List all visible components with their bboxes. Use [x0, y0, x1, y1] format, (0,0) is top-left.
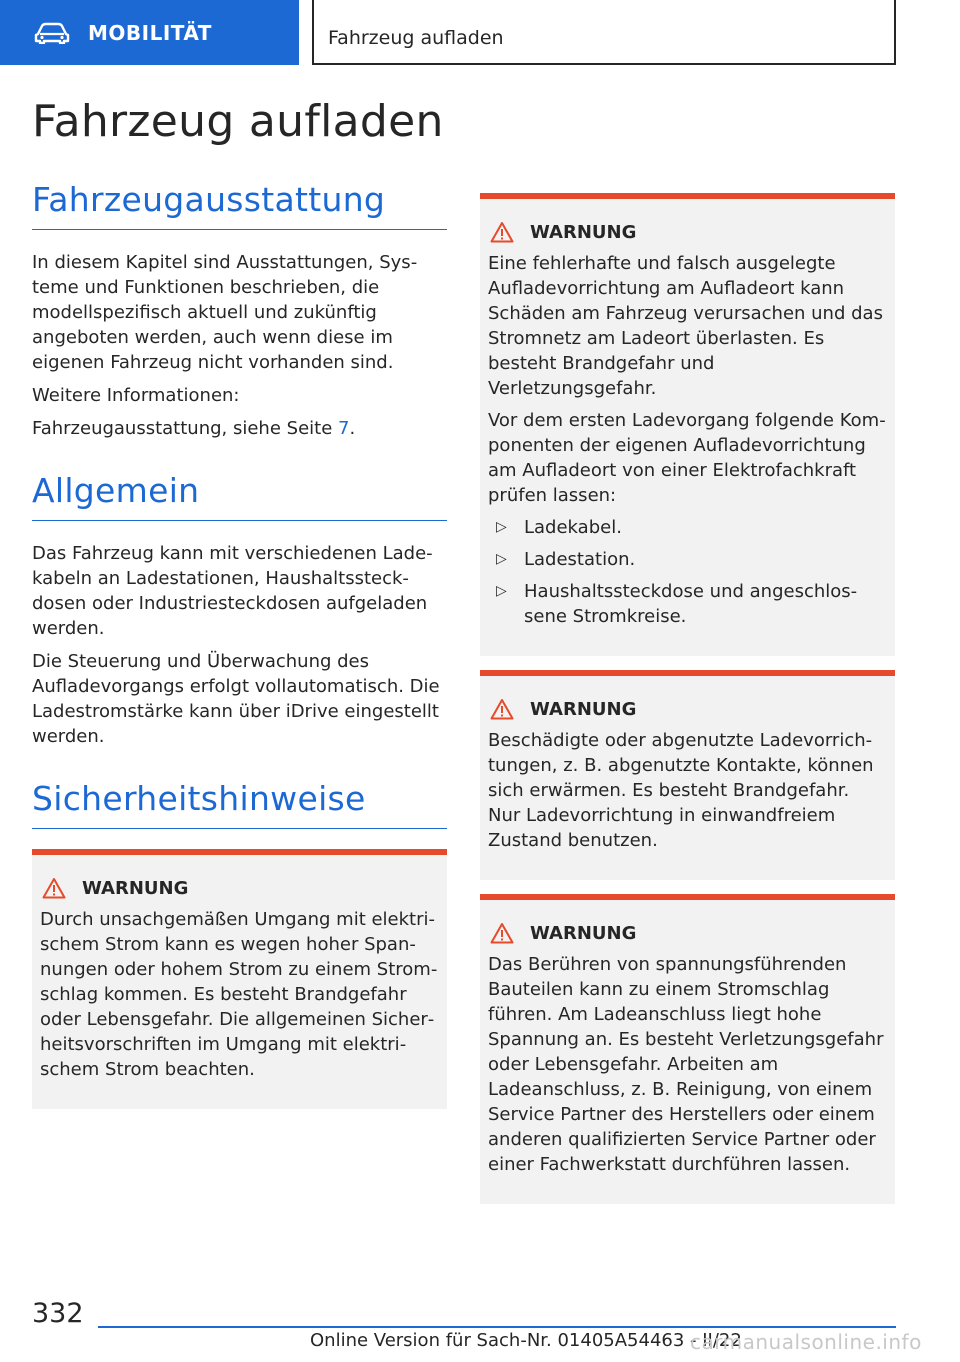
- warning-text: Vor dem ersten Ladevorgang folgende Komponenten der eigenen Aufladevorrichtung am Aufladeort von einer Elektrofachkraft prüfen lassen:: [488, 410, 886, 506]
- warning-label: WARNUNG: [530, 698, 637, 720]
- paragraph: Weitere Informationen:: [32, 385, 240, 406]
- left-column: [32, 180, 447, 1109]
- footer-text: Online Version für Sach-Nr. 01405A54463 - II/22: [310, 1330, 742, 1351]
- warning-header: [488, 922, 887, 944]
- warning-text: Eine fehlerhafte und falsch ausgelegte Aufladevorrichtung am Aufladeort kann Schäden am Fahrzeug verursachen und das Stromnetz am Ladeort überlasten. Es besteht Brandgefahr und Verletzungsgefahr.: [488, 253, 883, 399]
- warning-label: WARNUNG: [530, 922, 637, 944]
- page-number: 332: [32, 1298, 84, 1329]
- section-heading-safety: Sicherheitshinweise: [32, 779, 447, 829]
- paragraph: In diesem Kapitel sind Ausstattungen, Systeme und Funktionen beschrieben, die modellspezifisch aktuell und zukünftig angeboten werden, auch wenn diese im eigenen Fahrzeug nicht vorhanden sind.: [32, 252, 418, 373]
- section-heading-equipment: Fahrzeugausstattung: [32, 180, 447, 230]
- warning-triangle-icon: [490, 698, 514, 720]
- watermark: carmanualsonline.info: [690, 1330, 922, 1354]
- list-item: ▷ Haushaltssteckdose und angeschlossene Stromkreise.: [496, 581, 858, 627]
- warning-header: [488, 698, 887, 720]
- right-column: [480, 193, 895, 1204]
- warning-text: Durch unsachgemäßen Umgang mit elektrischem Strom kann es wegen hoher Spannungen oder hohem Strom zu einem Stromschlag kommen. Es besteht Brandgefahr oder Lebensgefahr. Die allgemeinen Sicherheitsvorschriften im Umgang mit elektrischem Strom beachten.: [40, 909, 438, 1080]
- footer-divider: [98, 1326, 896, 1328]
- car-icon: [34, 22, 70, 44]
- triangle-bullet-icon: ▷: [496, 551, 507, 567]
- triangle-bullet-icon: ▷: [496, 519, 507, 535]
- warning-box: [32, 849, 447, 1109]
- paragraph: Fahrzeugausstattung, siehe Seite 7.: [32, 418, 356, 439]
- warning-box: [480, 670, 895, 880]
- warning-text: Das Berühren von spannungsführenden Bauteilen kann zu einem Stromschlag führen. Am Ladeanschluss liegt hohe Spannung an. Es besteht Verletzungsgefahr oder Lebensgefahr. Arbeiten am Ladeanschluss, z. B. Reinigung, von einem Service Partner des Herstellers oder einem anderen qualifizierten Service Partner oder einer Fachwerkstatt durchführen lassen.: [488, 954, 884, 1175]
- warning-header: [40, 877, 439, 899]
- list-item: ▷ Ladekabel.: [496, 517, 622, 538]
- warning-triangle-icon: [490, 922, 514, 944]
- chapter-tab-label: MOBILITÄT: [88, 20, 212, 45]
- triangle-bullet-icon: ▷: [496, 583, 507, 599]
- paragraph: Die Steuerung und Überwachung des Aufladevorgangs erfolgt vollautomatisch. Die Ladestromstärke kann über iDrive eingestellt werden.: [32, 651, 440, 747]
- bullet-list: [488, 515, 887, 629]
- warning-header: [488, 221, 887, 243]
- warning-label: WARNUNG: [82, 877, 189, 899]
- warning-text: Beschädigte oder abgenutzte Ladevorrichtungen, z. B. abgenutzte Kontakte, können sich erwärmen. Es besteht Brandgefahr. Nur Ladevorrichtung in einwandfreiem Zustand benutzen.: [488, 730, 874, 851]
- paragraph: Das Fahrzeug kann mit verschiedenen Ladekabeln an Ladestationen, Haushaltssteckdosen oder Industriesteckdosen aufgeladen werden.: [32, 543, 433, 639]
- warning-triangle-icon: [490, 221, 514, 243]
- page-link[interactable]: 7: [338, 418, 350, 439]
- running-header: Fahrzeug aufladen: [312, 0, 896, 65]
- warning-label: WARNUNG: [530, 221, 637, 243]
- warning-triangle-icon: [42, 877, 66, 899]
- page-title: Fahrzeug aufladen: [32, 96, 444, 147]
- chapter-tab[interactable]: [0, 0, 299, 65]
- warning-box: [480, 193, 895, 656]
- section-heading-general: Allgemein: [32, 471, 447, 521]
- list-item: ▷ Ladestation.: [496, 549, 636, 570]
- warning-box: [480, 894, 895, 1204]
